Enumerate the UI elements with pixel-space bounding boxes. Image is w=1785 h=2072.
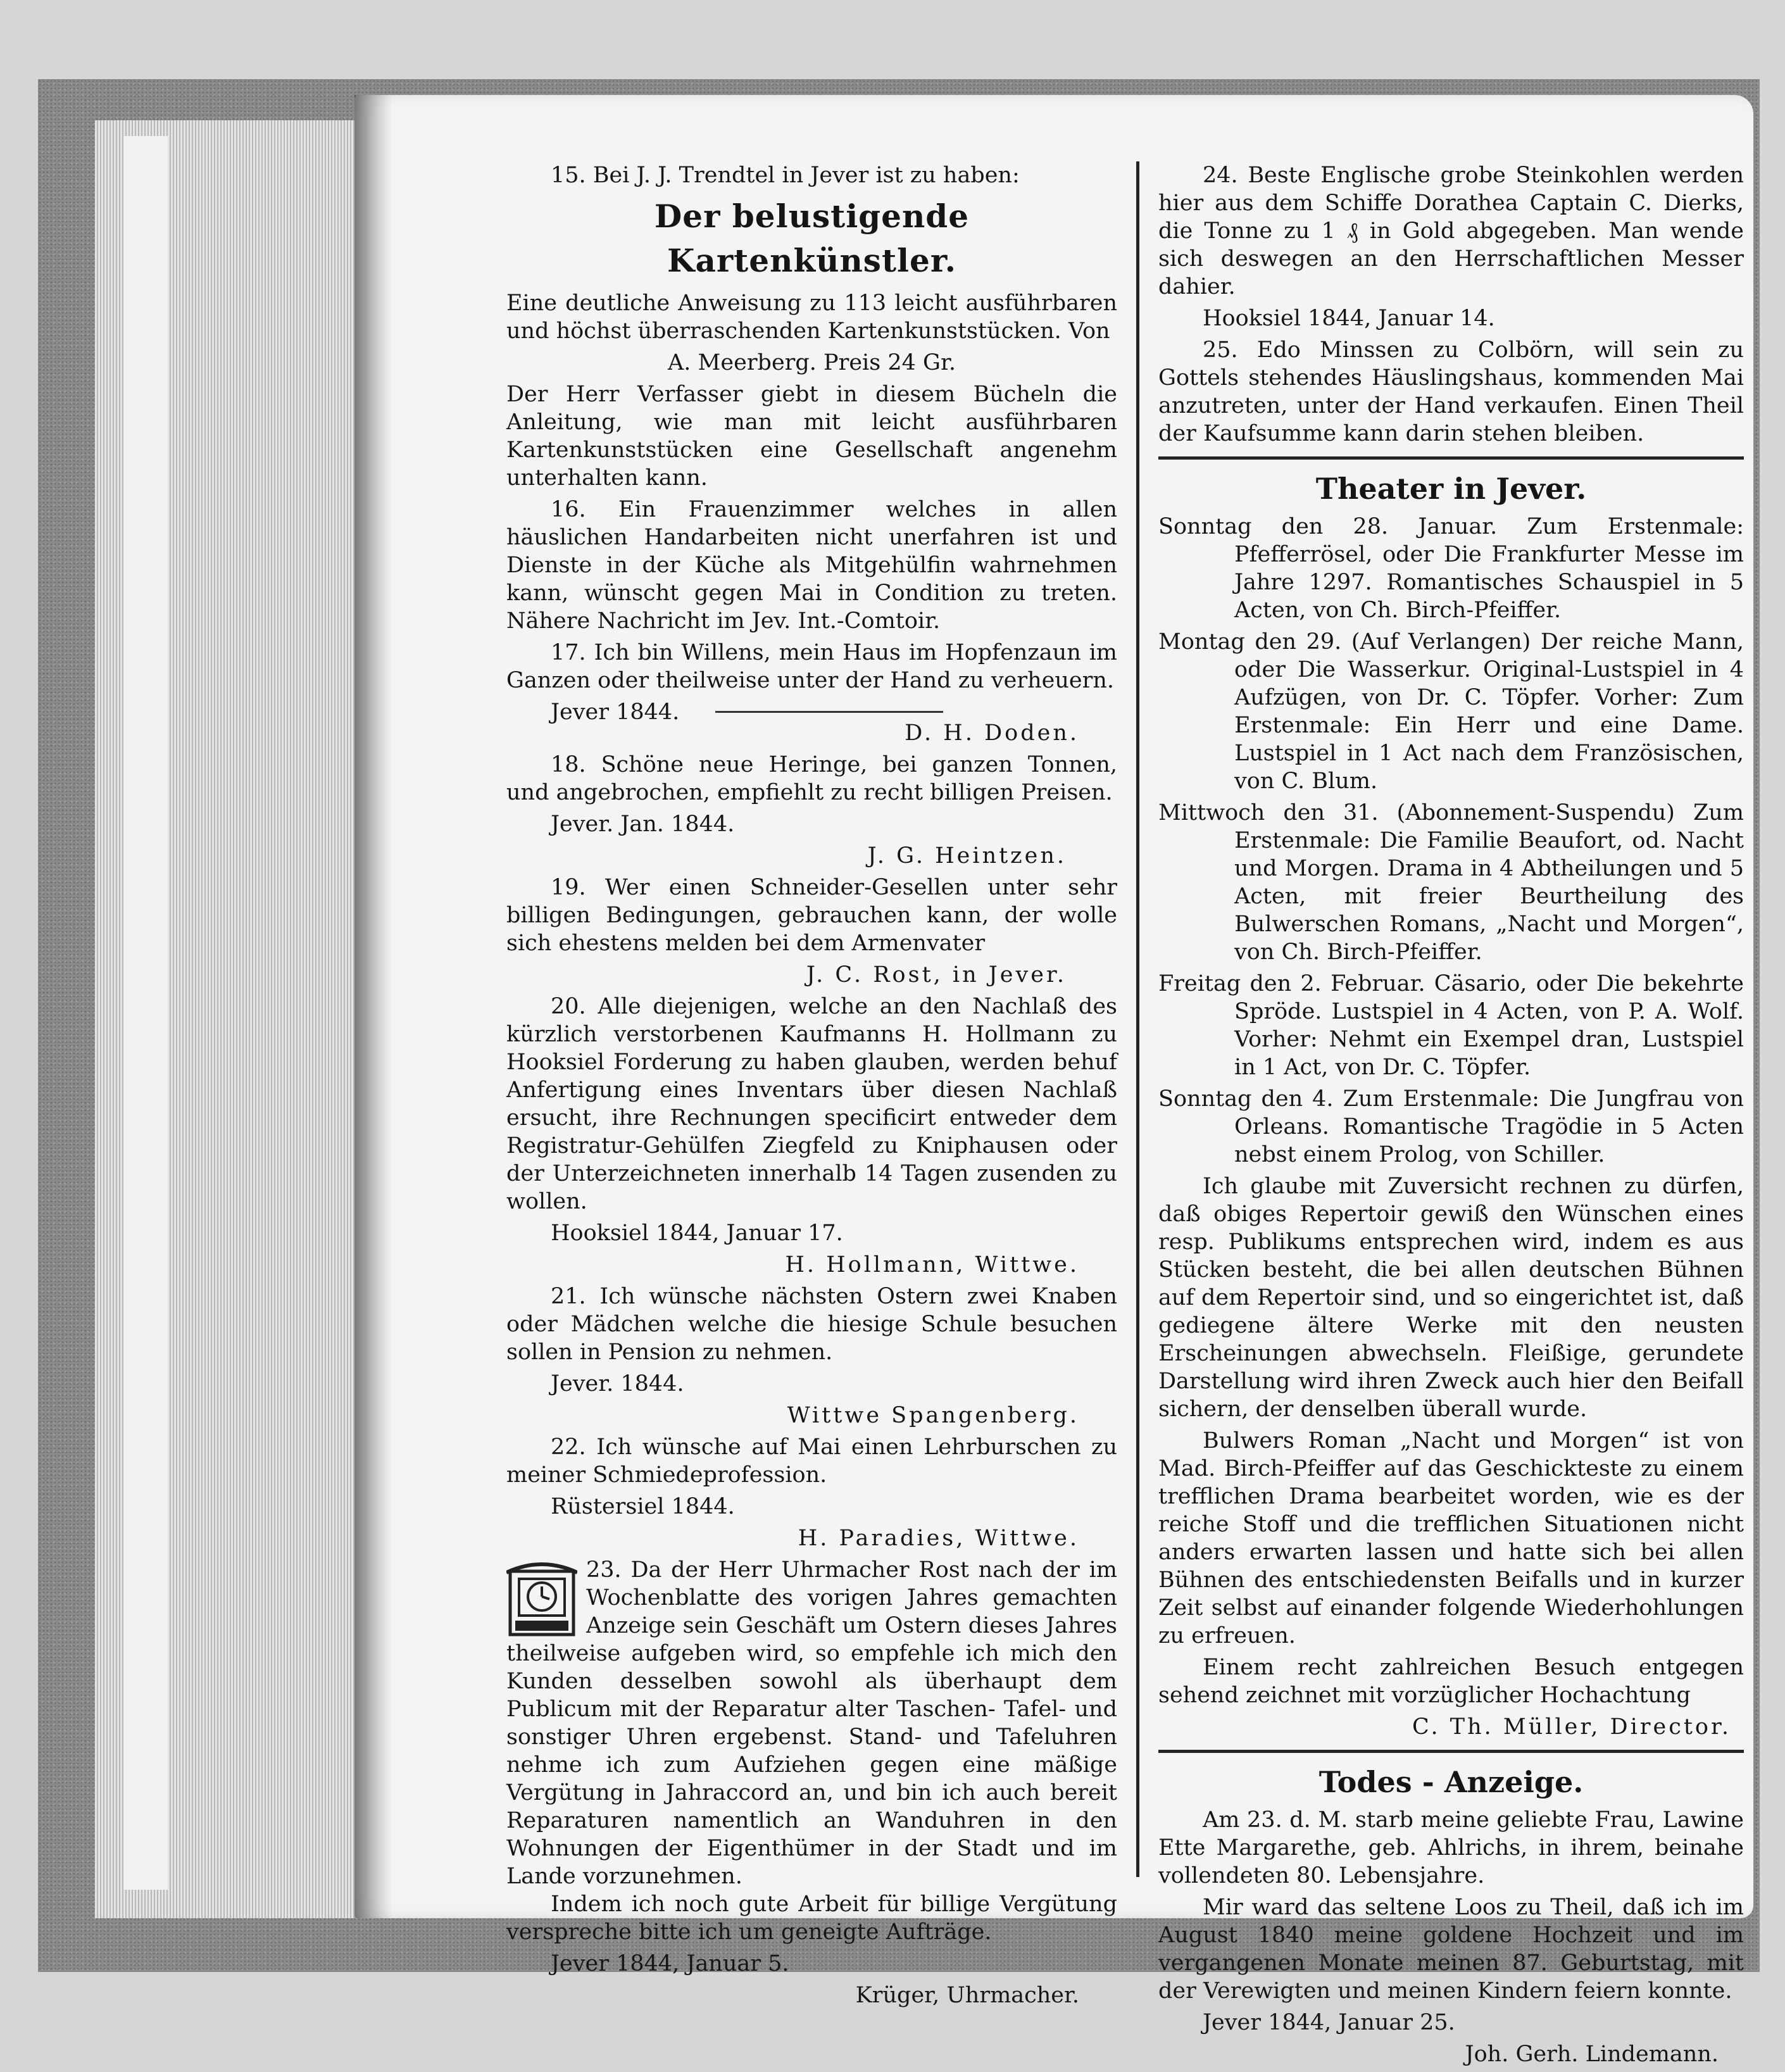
death-notice-1: Am 23. d. M. starb meine geliebte Frau, Lawine Ette Margarethe, geb. Ahlrichs, in ihrem, beinahe vollendeten 80. Lebensjahre. (1158, 1807, 1744, 1888)
theater-note-3: Einem recht zahlreichen Besuch entgegen sehend zeichnet mit vorzüglicher Hochachtung (1158, 1655, 1744, 1708)
ad-15-author: A. Meerberg. Preis 24 Gr. (668, 350, 956, 375)
ad-23-signature: Krüger, Uhrmacher. (855, 1983, 1079, 2008)
ad-19: 19. Wer einen Schneider-Gesellen unter sehr billigen Bedingungen, gebrauchen kann, der wolle sich ehestens melden bei dem Armenvater (506, 875, 1117, 956)
theater-entry-4: Freitag den 2. Februar. Cäsario, oder Die bekehrte Spröde. Lustspiel in 4 Acten, von P. A. Wolf. Vorher: Nehmt ein Exempel dran, Lustspiel in 1 Act, von Dr. C. Töpfer. (1158, 971, 1744, 1080)
ad-21: 21. Ich wünsche nächsten Ostern zwei Knaben oder Mädchen welche die hiesige Schule besuchen sollen in Pension zu nehmen. (506, 1284, 1117, 1365)
ad-20-signature: H. Hollmann, Wittwe. (785, 1252, 1079, 1278)
ad-17: 17. Ich bin Willens, mein Haus im Hopfenzaun im Ganzen oder theilweise unter der Hand zu verheuern. (506, 640, 1117, 693)
ad-21-place: Jever. 1844. (551, 1371, 684, 1397)
theater-entry-2: Montag den 29. (Auf Verlangen) Der reiche Mann, oder Die Wasserkur. Original-Lustspiel in 4 Aufzügen, von Dr. C. Töpfer. Vorher: Zum Erstenmale: Ein Herr und eine Dame. Lustspiel in 1 Act nach dem Französischen, von C. Blum. (1158, 629, 1744, 794)
ad-17-rule (715, 711, 943, 713)
ad-15-intro: 15. Bei J. J. Trendtel in Jever ist zu haben: (551, 163, 1020, 188)
theater-title: Theater in Jever. (1315, 472, 1587, 506)
ad-22-place: Rüstersiel 1844. (551, 1494, 735, 1519)
ad-25: 25. Edo Minssen zu Colbörn, will sein zu Gottels stehendes Häuslingshaus, kommenden Mai anzutreten, unter der Hand verkaufen. Einen Theil der Kaufsumme kann darin stehen bleiben. (1158, 337, 1744, 446)
page-edge-highlight (123, 136, 168, 1890)
theater-entry-3: Mittwoch den 31. (Abonnement-Suspendu) Zum Erstenmale: Die Familie Beaufort, od. Nacht und Morgen. Drama in 4 Abtheilungen und 5 Acten, mit freier Beurtheilung des Bulwerschen Romans, „Nacht und Morgen“, von Ch. Birch-Pfeiffer. (1158, 800, 1744, 965)
death-notice-place: Jever 1844, Januar 25. (1203, 2010, 1455, 2035)
ad-23-closing: Indem ich noch gute Arbeit für billige Vergütung verspreche bitte ich um geneigte Aufträge. (506, 1892, 1117, 1945)
ad-15-body: Der Herr Verfasser giebt in diesem Bücheln die Anleitung, wie man mit leicht ausführbaren Kartenkunststücken eine Gesellschaft angenehm unterhalten kann. (506, 382, 1117, 491)
theater-signature: C. Th. Müller, Director. (1412, 1714, 1731, 1740)
death-notice-title: Todes - Anzeige. (1318, 1765, 1584, 1799)
theater-entry-1: Sonntag den 28. Januar. Zum Erstenmale: Pfefferrösel, oder Die Frankfurter Messe im Jahre 1297. Romantisches Schauspiel in 5 Acten, von Ch. Birch-Pfeiffer. (1158, 514, 1744, 623)
ad-24: 24. Beste Englische grobe Steinkohlen werden hier aus dem Schiffe Dorathea Captain C. Dierks, die Tonne zu 1 ₰ in Gold abgegeben. Man wende sich deswegen an den Herrschaftlichen Messer dahier. (1158, 163, 1744, 299)
section-rule (1158, 456, 1744, 460)
ad-18: 18. Schöne neue Heringe, bei ganzen Tonnen, und angebrochen, empfiehlt zu recht billigen Preisen. (506, 752, 1117, 805)
gutter-shadow (354, 95, 392, 1918)
ad-23-text: 23. Da der Herr Uhrmacher Rost nach der im Wochenblatte des vorigen Jahres gemachten Anzeige sein Geschäft um Ostern dieses Jahres theilweise aufgeben wird, so empfehle ich mich den Kunden desselben sowohl als überhaupt dem Publicum mit der Reparatur alter Taschen- Tafel- und sonstiger Uhren ergebenst. Stand- und Tafeluhren nehme ich zum Aufziehen gegen eine mäßige Vergütung in Jahraccord an, und bin ich auch bereit Reparaturen namentlich an Wanduhren in den Wohnungen der Eigenthümer in der Stadt und im Lande vorzunehmen. (506, 1557, 1117, 1889)
ad-16: 16. Ein Frauenzimmer welches in allen häuslichen Handarbeiten nicht unerfahren ist und Dienste in der Küche als Mitgehülfin wahrnehmen kann, wünscht gegen Mai in Condition zu treten. Nähere Nachricht im Jev. Int.-Comtoir. (506, 497, 1117, 634)
ad-22: 22. Ich wünsche auf Mai einen Lehrburschen zu meiner Schmiedeprofession. (506, 1435, 1117, 1488)
column-divider (1136, 161, 1139, 1877)
ad-18-signature: J. G. Heintzen. (867, 843, 1067, 869)
right-column (1158, 161, 1744, 2072)
ad-23-place: Jever 1844, Januar 5. (551, 1951, 789, 1976)
ad-21-signature: Wittwe Spangenberg. (787, 1403, 1079, 1428)
ad-23 (506, 1556, 1117, 1890)
clock-icon (506, 1560, 577, 1639)
left-column (506, 161, 1117, 2013)
ad-18-place: Jever. Jan. 1844. (551, 812, 735, 837)
theater-entry-5: Sonntag den 4. Zum Erstenmale: Die Jungfrau von Orleans. Romantische Tragödie in 5 Acten nebst einem Prolog, von Schiller. (1158, 1086, 1744, 1167)
death-notice-signature: Joh. Gerh. Lindemann. (1465, 2042, 1719, 2067)
ad-15-subtitle: Eine deutliche Anweisung zu 113 leicht ausführbaren und höchst überraschenden Kartenkunststücken. Von (506, 291, 1117, 344)
ad-17-place: Jever 1844. (551, 700, 680, 725)
ad-15-title: Der belustigende Kartenkünstler. (654, 198, 970, 279)
theater-note-2: Bulwers Roman „Nacht und Morgen“ ist von Mad. Birch-Pfeiffer auf das Geschickteste zu einem trefflichen Drama bearbeitet worden, wie es der reiche Stoff und die trefflichen Situationen nicht anders erwarten lassen und hatte sich bei allen Bühnen des entschiedensten Beifalls und in kurzer Zeit selbst auf einander folgende Wiederhohlungen zu erfreuen. (1158, 1428, 1744, 1648)
ad-20-place: Hooksiel 1844, Januar 17. (551, 1221, 843, 1246)
ad-17-signature: D. H. Doden. (905, 720, 1079, 746)
theater-note-1: Ich glaube mit Zuversicht rechnen zu dürfen, daß obiges Repertoir gewiß den Wünschen eines resp. Publikums entsprechen wird, indem es aus Stücken besteht, die bei allen deutschen Bühnen auf dem Repertoir sind, und so eingerichtet ist, daß gediegene ältere Werke mit den neusten Erscheinungen abwechseln. Fleißige, gerundete Darstellung wird ihren Zweck auch hier den Beifall sichern, der denselben überall wurde. (1158, 1174, 1744, 1422)
ad-22-signature: H. Paradies, Wittwe. (798, 1526, 1079, 1551)
section-rule (1158, 1750, 1744, 1753)
death-notice-2: Mir ward das seltene Loos zu Theil, daß ich im August 1840 meine goldene Hochzeit und im vergangenen Monate meinen 87. Geburtstag, mit der Verewigten und meinen Kindern feiern konnte. (1158, 1895, 1744, 2004)
ad-19-signature: J. C. Rost, in Jever. (806, 962, 1067, 988)
ad-24-place: Hooksiel 1844, Januar 14. (1203, 306, 1495, 331)
ad-20: 20. Alle diejenigen, welche an den Nachlaß des kürzlich verstorbenen Kaufmanns H. Hollmann zu Hooksiel Forderung zu haben glauben, werden behuf Anfertigung eines Inventars über diesen Nachlaß ersucht, ihre Rechnungen specificirt entweder dem Registratur-Gehülfen Ziegfeld zu Kniphausen oder der Unterzeichneten innerhalb 14 Tagen zusenden zu wollen. (506, 994, 1117, 1214)
